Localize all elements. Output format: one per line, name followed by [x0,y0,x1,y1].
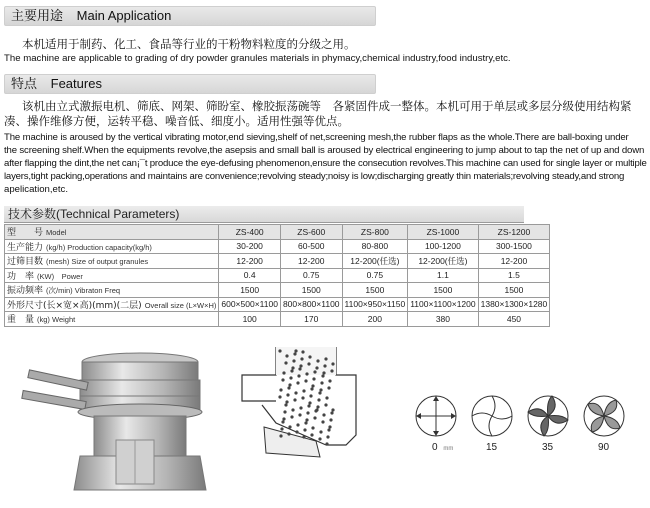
ball-dot [308,355,311,358]
params-label-cn: 过筛目数 [7,257,44,268]
params-row-label [5,297,219,312]
ball-dot [325,396,328,399]
ball-dot [312,377,315,380]
ball-dot [316,405,319,408]
params-label-en: Model [46,228,67,238]
ball-dot [284,403,287,406]
ball-dot [279,434,282,437]
params-row [5,297,550,312]
params-cell: 380 [408,312,478,327]
params-label-en: (mesh) Size of output granules [46,257,149,267]
params-table [4,224,550,327]
ball-dot [282,371,285,374]
ball-dot [300,357,303,360]
ball-dot [309,394,312,397]
ball-dot [308,401,311,404]
ball-dot [322,371,325,374]
ball-dot [290,369,293,372]
params-cell: ZS-600 [280,225,342,240]
params-label-en: (KW) Power [37,271,83,281]
ball-dot [281,378,284,381]
features-text-en-5: apelication,etc. [4,184,68,195]
angle-label-90: 90 [598,442,610,453]
params-cell: 12-200 [478,254,550,269]
ball-dot [328,379,331,382]
params-row-label [5,239,219,254]
features-title-cn: 特点 [11,76,38,91]
ball-dot [311,426,314,429]
ball-dot [286,393,289,396]
params-row [5,254,550,269]
ball-dot [331,408,334,411]
ball-dot [311,384,314,387]
angle-unit: mm [443,446,454,452]
ball-dot [302,435,305,438]
ball-dot [320,381,323,384]
ball-dot [306,411,309,414]
ball-dot [293,352,296,355]
ball-dot [297,374,300,377]
ball-dot [318,437,321,440]
ball-dot [293,398,296,401]
ball-dot [331,362,334,365]
params-cell: 0.75 [342,268,408,283]
ball-dot [318,391,321,394]
params-cell: 12-200(任选) [408,254,478,269]
params-cell: 1500 [219,283,281,298]
features-text-en-3: after flapping the dint,the net can¡¯t produce the eye-defusing phenomenon,ensure the consecution revolves.This machine can used for single layer or multiple [4,158,647,169]
params-cell: 12-200 [280,254,342,269]
params-row [5,283,550,298]
params-label-cn: 振动频率 [7,286,44,297]
main-application-title-cn: 主要用途 [11,8,64,23]
ball-dot [329,418,332,421]
params-label-cn: 功 率 [7,271,35,282]
ball-dot [321,420,324,423]
ball-dot [299,364,302,367]
ball-dot [324,403,327,406]
params-cell: 1100×1100×1200 [408,297,478,312]
ball-dot [291,408,294,411]
ball-dot [313,416,316,419]
ball-dot [287,386,290,389]
ball-dot [316,359,319,362]
ball-dot [305,372,308,375]
ball-dot [294,349,297,352]
params-cell: 1500 [342,283,408,298]
ball-dot [278,395,281,398]
ball-dot [328,425,331,428]
angle-15-diagram [472,396,512,436]
main-application-text-en: The machine are applicable to grading of dry powder granules materials in phymacy,chemical industry,food industry,etc. [4,53,511,64]
angle-label-35: 35 [542,442,554,453]
main-application-header [4,6,376,26]
params-cell: 1500 [280,283,342,298]
ball-dot [278,349,281,352]
ball-dot [307,404,310,407]
ball-dot [292,359,295,362]
ball-dot [327,386,330,389]
ball-dot [314,409,317,412]
ball-dot [322,413,325,416]
ball-dot [302,389,305,392]
sieve-machine-illustration [10,340,210,500]
features-text-cn-1: 该机由立式激振电机、筛底、网架、筛盼室、橡胶振荡碗等 各紧固件成一整体。本机可用于单层或多层分级使用结构紧 [22,99,632,113]
params-row-label [5,283,219,298]
main-application-title-en: Main Application [76,8,172,23]
params-cell: 0.75 [280,268,342,283]
params-row [5,268,550,283]
params-cell: 100 [219,312,281,327]
params-cell: 1380×1300×1280 [478,297,550,312]
ball-dot [285,354,288,357]
params-cell: ZS-1200 [478,225,550,240]
ball-dot [315,366,318,369]
angle-diagrams [410,388,640,448]
angle-90-diagram [584,396,624,436]
params-cell: 12-200(任选) [342,254,408,269]
cross-section-diagram [236,345,376,465]
params-cell: 30-200 [219,239,281,254]
ball-dot [295,430,298,433]
params-cell: 1500 [408,283,478,298]
params-row [5,225,550,240]
ball-dot [313,370,316,373]
ball-dot [305,418,308,421]
params-row-label [5,312,219,327]
params-cell: 450 [478,312,550,327]
params-cell: 1.1 [408,268,478,283]
ball-dot [319,430,322,433]
params-row-label [5,268,219,283]
params-cell: 1100×950×1150 [342,297,408,312]
params-label-en: (kg/h) Production capacity(kg/h) [46,242,152,252]
features-text-en-4: layers,tight packing,operations and maintains are convenience;revolving steady;noisy is low;discharging greatly thin materials;revolving steady,and strong [4,171,625,182]
params-cell: ZS-800 [342,225,408,240]
features-title-en: Features [50,76,102,91]
ball-dot [307,362,310,365]
params-label-cn: 重 量 [7,315,35,326]
ball-dot [287,432,290,435]
ball-dot [317,398,320,401]
params-cell: 100-1200 [408,239,478,254]
params-label-en: (kg) Weight [37,315,76,325]
features-text-cn-2: 凑、操作维修方便，运转平稳、噪音低、细度小。适用性强等优点。 [4,114,349,128]
params-label-cn: 型 号 [7,228,44,239]
params-cell: 1.5 [478,268,550,283]
params-cell: 1500 [478,283,550,298]
ball-dot [281,420,284,423]
ball-dot [296,423,299,426]
params-row-label [5,254,219,269]
ball-dot [288,383,291,386]
ball-dot [285,400,288,403]
angle-0-diagram [416,396,456,436]
ball-dot [282,417,285,420]
ball-dot [298,413,301,416]
ball-dot [291,366,294,369]
params-cell: 60-500 [280,239,342,254]
ball-dot [283,410,286,413]
ball-dot [303,428,306,431]
ball-dot [298,367,301,370]
ball-dot [289,376,292,379]
params-label-en: (次/min) Vibraton Freq [46,286,121,296]
features-header [4,74,376,94]
params-label-cn: 外形尺寸(长×宽×高)(mm)(二层) [7,300,142,311]
ball-dot [330,411,333,414]
ball-dot [299,406,302,409]
params-label-cn: 生产能力 [7,242,44,253]
params-title: 技术参数(Technical Parameters) [4,206,524,223]
ball-dot [323,364,326,367]
params-cell: ZS-1000 [408,225,478,240]
ball-dot [310,433,313,436]
ball-dot [301,350,304,353]
ball-dot [290,415,293,418]
ball-dot [319,388,322,391]
ball-dot [279,388,282,391]
ball-dot [288,425,291,428]
features-text-en-2: the screening shelf.When the equipments revolve,the asepsis and small ball is aroused by electrical engineering to jump about to tap the net of up and down [4,145,645,156]
params-label-en: Overall size (L×W×H) [144,300,217,310]
params-row [5,312,550,327]
ball-dot [327,428,330,431]
params-cell: 200 [342,312,408,327]
ball-dot [296,381,299,384]
params-cell: 80-800 [342,239,408,254]
params-cell: 0.4 [219,268,281,283]
params-cell: 300-1500 [478,239,550,254]
params-cell: 600×500×1100 [219,297,281,312]
angle-35-diagram [528,396,568,436]
params-cell: 12-200 [219,254,281,269]
ball-dot [324,357,327,360]
angle-label-15: 15 [486,442,498,453]
angle-label-0: 0 mm [432,442,454,453]
ball-dot [310,387,313,390]
params-row [5,239,550,254]
ball-dot [325,442,328,445]
ball-dot [330,369,333,372]
ball-dot [321,374,324,377]
ball-dot [326,435,329,438]
ball-dot [280,427,283,430]
ball-dot [294,391,297,394]
main-application-text-cn: 本机适用于制药、化工、食品等行业的干粉物料粒度的分级之用。 [22,37,356,51]
params-cell: 170 [280,312,342,327]
ball-dot [304,421,307,424]
params-cell: ZS-400 [219,225,281,240]
ball-dot [284,361,287,364]
params-row-label [5,225,219,240]
ball-dot [301,396,304,399]
ball-dot [304,379,307,382]
features-text-en-1: The machine is aroused by the vertical vibrating motor,end sieving,shelf of net,screening mesh,the rubber flaps as the whole.There are ball-boxing under [4,132,629,143]
params-cell: 800×800×1100 [280,297,342,312]
